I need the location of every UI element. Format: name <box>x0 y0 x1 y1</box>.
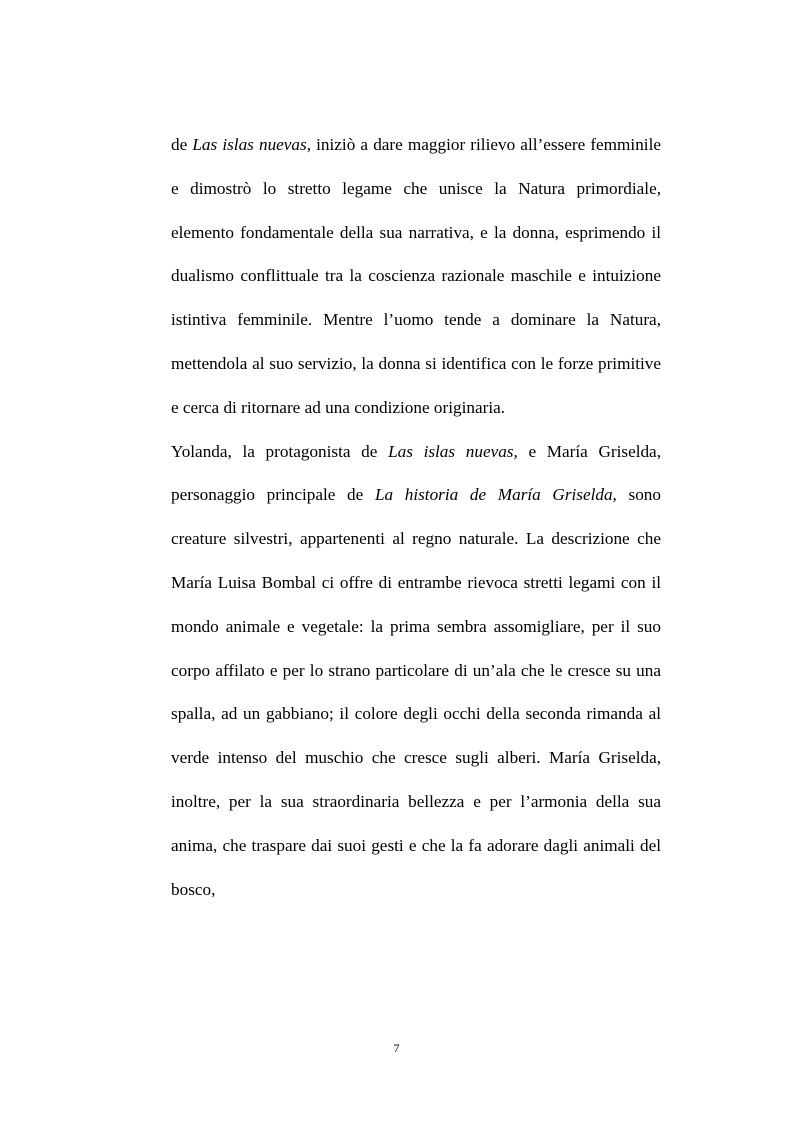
paragraph-2-text: sono creature silvestri, appartenenti al regno naturale. La descrizione che María Luisa Bombal ci offre di entrambe rievoca stretti legami con il mondo animale e vegetale: la prima sembra assomigliare, per il suo corpo affilato e per lo strano particolare di un’ala che le cresce su una spalla, ad un gabbiano; il colore degli occhi della seconda rimanda al verde intenso del muschio che cresce sugli alberi. María Griselda, inoltre, per la sua straordinaria bellezza e per l’armonia della sua anima, che traspare dai suoi gesti e che la fa adorare dagli animali del bosco, <box>171 485 661 899</box>
book-title-las-islas-nuevas: Las islas nuevas <box>192 135 307 154</box>
paragraph-2-text: Yolanda, la protagonista de <box>171 441 389 461</box>
book-title-las-islas-nuevas: Las islas nuevas, <box>388 441 518 461</box>
book-title-la-historia-de-maria-griselda: La historia de María Griselda, <box>374 485 617 505</box>
paragraph-2-text: e María Griselda, personaggio principale de <box>171 441 661 505</box>
paragraph-2 <box>171 430 661 912</box>
body-text <box>171 123 661 911</box>
paragraph-1 <box>171 123 661 430</box>
page-number: 7 <box>393 1041 400 1055</box>
paragraph-1-text: , iniziò a dare maggior rilievo all’essere femminile e dimostrò lo stretto legame che unisce la Natura primordiale, elemento fondamentale della sua narrativa, e la donna, esprimendo il dualismo conflittuale tra la coscienza razionale maschile e intuizione istintiva femminile. Mentre l’uomo tende a dominare la Natura, mettendola al suo servizio, la donna si identifica con le forze primitive e cerca di ritornare ad una condizione originaria. <box>171 135 661 417</box>
paragraph-1-text: de <box>171 135 193 154</box>
